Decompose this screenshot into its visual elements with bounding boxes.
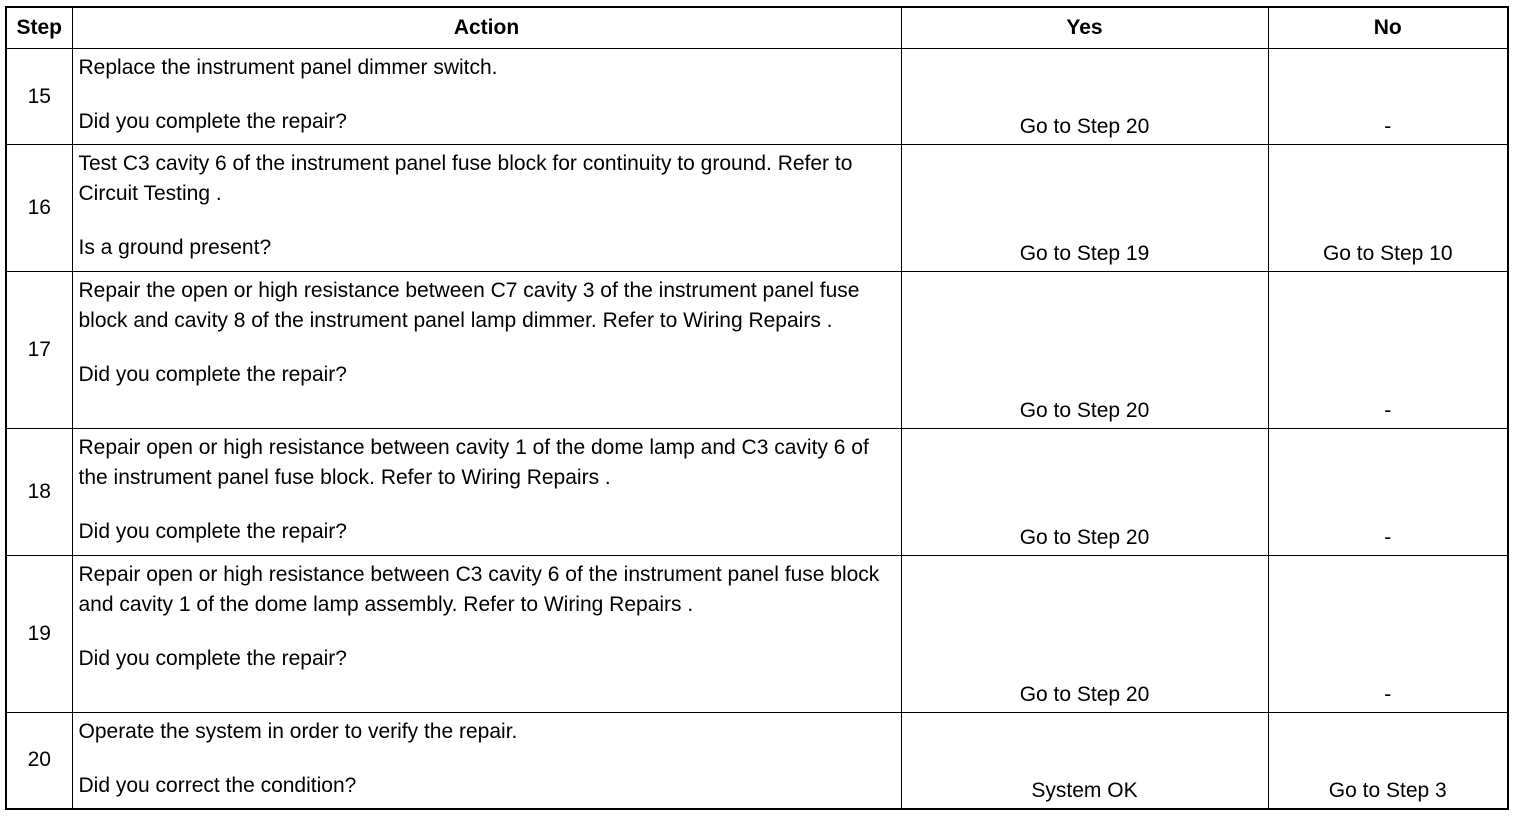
step-number: 20 — [6, 713, 72, 809]
action-instruction: Replace the instrument panel dimmer switch. — [78, 56, 498, 79]
yes-result: Go to Step 20 — [901, 556, 1268, 713]
action-instruction: Test C3 cavity 6 of the instrument panel fuse block for continuity to ground. Refer to Circuit Testing . — [78, 152, 853, 205]
step-number: 19 — [6, 556, 72, 713]
action-cell — [72, 713, 901, 809]
action-instruction: Operate the system in order to verify the repair. — [78, 720, 518, 743]
table-row — [6, 49, 1508, 145]
table-row — [6, 429, 1508, 556]
step-number: 16 — [6, 145, 72, 272]
action-cell — [72, 49, 901, 145]
table-row — [6, 556, 1508, 713]
table-row — [6, 145, 1508, 272]
diagnostic-table — [5, 6, 1509, 810]
yes-result: Go to Step 19 — [901, 145, 1268, 272]
action-cell — [72, 556, 901, 713]
header-action: Action — [72, 7, 901, 49]
yes-result: System OK — [901, 713, 1268, 809]
header-row — [6, 7, 1508, 49]
action-question: Did you complete the repair? — [78, 110, 347, 133]
action-instruction: Repair the open or high resistance between C7 cavity 3 of the instrument panel fuse block and cavity 8 of the instrument panel lamp dimmer. Refer to Wiring Repairs . — [78, 279, 860, 332]
action-question: Did you complete the repair? — [78, 647, 347, 670]
no-result: - — [1268, 272, 1508, 429]
step-number: 18 — [6, 429, 72, 556]
step-number: 17 — [6, 272, 72, 429]
action-question: Did you complete the repair? — [78, 363, 347, 386]
table-row — [6, 272, 1508, 429]
header-no: No — [1268, 7, 1508, 49]
step-number: 15 — [6, 49, 72, 145]
yes-result: Go to Step 20 — [901, 49, 1268, 145]
action-cell — [72, 272, 901, 429]
no-result: Go to Step 10 — [1268, 145, 1508, 272]
action-cell — [72, 429, 901, 556]
yes-result: Go to Step 20 — [901, 429, 1268, 556]
no-result: - — [1268, 49, 1508, 145]
header-step: Step — [6, 7, 72, 49]
action-instruction: Repair open or high resistance between C3 cavity 6 of the instrument panel fuse block and cavity 1 of the dome lamp assembly. Refer to Wiring Repairs . — [78, 563, 880, 616]
no-result: Go to Step 3 — [1268, 713, 1508, 809]
yes-result: Go to Step 20 — [901, 272, 1268, 429]
action-question: Did you complete the repair? — [78, 520, 347, 543]
action-instruction: Repair open or high resistance between cavity 1 of the dome lamp and C3 cavity 6 of the instrument panel fuse block. Refer to Wiring Repairs . — [78, 436, 869, 489]
action-question: Did you correct the condition? — [78, 774, 357, 797]
no-result: - — [1268, 429, 1508, 556]
table-row — [6, 713, 1508, 809]
header-yes: Yes — [901, 7, 1268, 49]
no-result: - — [1268, 556, 1508, 713]
action-question: Is a ground present? — [78, 236, 272, 259]
action-cell — [72, 145, 901, 272]
